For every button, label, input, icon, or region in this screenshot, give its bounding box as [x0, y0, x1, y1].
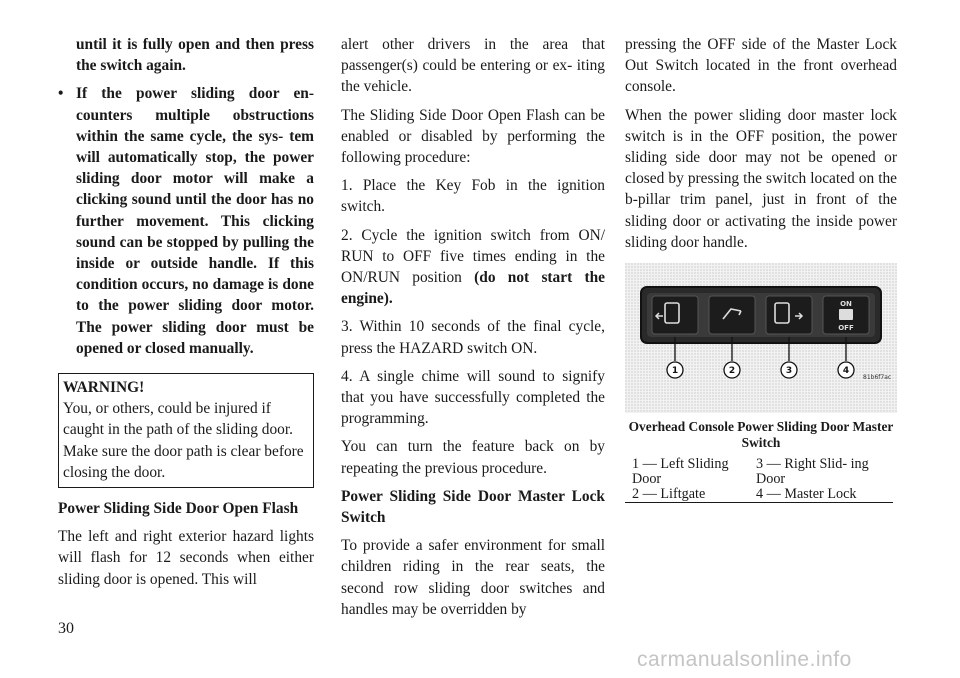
page-number: 30 — [58, 620, 74, 637]
switch-left-door — [652, 296, 698, 334]
switch-right-door — [766, 296, 812, 334]
step-2-text: 2. Cycle the ignition switch from ON/ RUN to OFF five times ending in the ON/RUN position — [341, 226, 605, 287]
column-3 — [625, 34, 897, 503]
paragraph-off-side: pressing the OFF side of the Master Lock Out Switch located in the front overhead console. — [625, 36, 897, 96]
paragraph-continued: until it is fully open and then press the switch again. — [76, 36, 314, 75]
step-1: 1. Place the Key Fob in the ignition switch. — [341, 177, 605, 216]
watermark[interactable]: carmanualsonline.info — [637, 648, 852, 671]
switch-on-label: ON — [840, 300, 852, 309]
paragraph-safer: To provide a safer environment for small children riding in the rear seats, the second row sliding door switches and handles may be overridden by — [341, 537, 605, 618]
paragraph-repeat: You can turn the feature back on by repeating the previous procedure. — [341, 438, 605, 477]
paragraph-alert: alert other drivers in the area that passenger(s) could be entering or ex- iting the vehicle. — [341, 36, 605, 96]
step-3: 3. Within 10 seconds of the final cycle, press the HAZARD switch ON. — [341, 318, 605, 357]
switch-master-lock — [823, 296, 869, 334]
legend-item-4: 4 — Master Lock — [756, 486, 857, 503]
legend-item-1: 1 — Left Sliding Door — [632, 456, 729, 488]
heading-master-lock: Power Sliding Side Door Master Lock Switch — [341, 487, 605, 527]
paragraph-master-off: When the power sliding door master lock switch is in the OFF position, the power sliding side door may not be opened or closed by pressing the switch located on the b-pillar trim panel, just in front of the sliding door or activating the inside power sliding door handle. — [625, 106, 897, 251]
callout-2-label: 2 — [728, 366, 736, 377]
callout-4-label: 4 — [842, 366, 850, 377]
paragraph-procedure: The Sliding Side Door Open Flash can be enabled or disabled by performing the following procedure: — [341, 106, 605, 167]
switch-off-label: OFF — [838, 324, 854, 333]
heading-open-flash: Power Sliding Side Door Open Flash — [58, 500, 299, 518]
figure-code: 81b6f7ac — [863, 374, 892, 382]
overhead-console-figure — [625, 263, 897, 413]
figure-caption: Overhead Console Power Sliding Door Master Switch — [628, 419, 894, 451]
column-2 — [341, 34, 605, 627]
legend-item-3: 3 — Right Slid- ing Door — [756, 456, 869, 488]
paragraph-hazard-lights: The left and right exterior hazard lights will flash for 12 seconds when either sliding door is opened. This will — [58, 528, 314, 588]
bullet-obstruction: • If the power sliding door en- counters multiple obstructions within the same cycle, the sys- tem will automatically stop, the power sliding door motor will make a clicking sound until the door has no further movement. This clicking sound can be stopped by pulling the inside or outside handle. If this condition occurs, no damage is done to the power sliding door motor. The power sliding door must be opened or closed manually. — [58, 83, 314, 359]
figure-legend — [625, 457, 893, 503]
column-1 — [58, 34, 314, 597]
warning-box — [58, 373, 314, 488]
step-2-bold: (do not start the engine). — [341, 269, 605, 308]
step-2 — [341, 225, 605, 310]
legend-item-2: 2 — Liftgate — [632, 486, 706, 503]
warning-text: You, or others, could be injured if caught in the path of the sliding door. Make sure the door path is clear before closing the door. — [63, 400, 304, 481]
switch-illustration — [625, 263, 897, 413]
switch-liftgate — [709, 296, 755, 334]
step-4: 4. A single chime will sound to signify that you have successfully completed the programming. — [341, 367, 605, 428]
warning-title: WARNING! — [63, 379, 145, 397]
callout-3-label: 3 — [785, 366, 793, 377]
callout-1-label: 1 — [671, 366, 679, 377]
